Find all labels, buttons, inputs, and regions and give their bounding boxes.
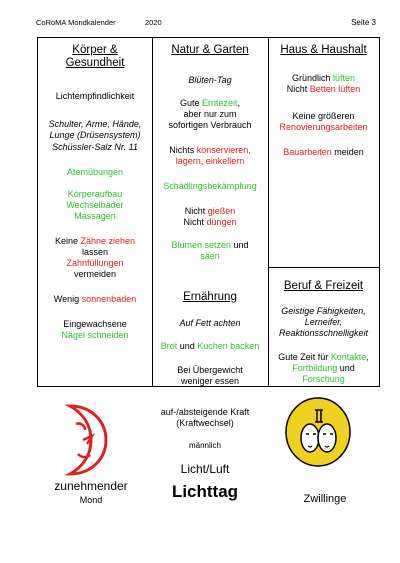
section-title: Ernährung	[183, 291, 237, 303]
moon-label: Mond	[79, 495, 103, 505]
text-line: Lichtempfindlichkeit	[55, 91, 135, 101]
kraft-block: auf-/absteigende Kraft (Kraftwechsel)	[160, 407, 250, 428]
text-line: Blüten-Tag	[188, 75, 232, 85]
crescent-moon-face-icon	[54, 400, 114, 480]
text-block: Körperaufbau Wechselbäder Massagen	[66, 189, 124, 221]
text-block: Schulter, Arme, Hände, Lunge (Drüsensystem)	[48, 119, 142, 140]
text-line: Auf Fett achten	[179, 318, 241, 328]
text-line: Schädlingsbekämpfung	[163, 181, 257, 191]
text-block: Nichts konservieren, lagern, einkellern	[169, 145, 251, 166]
text-block: Gute Erntezeit, aber nur zum sofortigen Verbrauch	[168, 98, 252, 130]
text-line: Atemübungen	[66, 167, 124, 177]
column-title: Haus & Haushalt	[280, 44, 367, 56]
section-title: Beruf & Freizeit	[283, 280, 364, 292]
text-block: Gründlich lüften Nicht Betten lüften	[286, 73, 361, 94]
day-type-label: Lichttag	[171, 482, 239, 501]
gemini-twins-icon	[284, 396, 352, 468]
text-block: Keine Zähne ziehen lassen Zahnfüllungen vermeiden	[54, 236, 136, 279]
text-block: Eingewachsene Nägel schneiden	[61, 319, 129, 340]
zodiac-label: Zwillinge	[303, 493, 347, 505]
column-title: Körper & Gesundheit	[65, 44, 125, 69]
column-haus	[268, 38, 379, 386]
column-natur	[152, 38, 268, 386]
text-line: Brot und Kuchen backen	[160, 341, 260, 351]
element-label: Licht/Luft	[180, 462, 230, 476]
text-block: Nicht gießen Nicht düngen	[183, 206, 237, 227]
text-block: Gute Zeit für Kontakte, Fortbildung und Forschung	[278, 352, 369, 384]
page-number: Seite 3	[351, 18, 376, 27]
gender-label: männlich	[188, 441, 221, 450]
text-line: Wenig sonnenbaden	[53, 294, 137, 304]
text-block: Bei Übergewicht weniger essen	[177, 365, 243, 386]
text-block: Geistige Fähigkeiten, Lerneifer, Reaktionsschnelligkeit	[278, 306, 369, 338]
calendar-table	[37, 37, 380, 387]
year-label: 2020	[145, 18, 162, 27]
text-line: Schüssler-Salz Nr. 11	[52, 142, 138, 152]
column-title: Natur & Garten	[171, 44, 249, 56]
moon-phase-label: zunehmender	[54, 479, 128, 493]
section-divider	[268, 267, 379, 268]
text-block: Keine größeren Renovierungsarbeiten	[279, 111, 368, 132]
text-block: Blumen setzen und säen	[171, 240, 249, 261]
column-koerper	[38, 38, 152, 386]
text-line: Bauarbeiten meiden	[283, 147, 364, 157]
app-title: CoRoMA Mondkalender	[36, 18, 116, 27]
